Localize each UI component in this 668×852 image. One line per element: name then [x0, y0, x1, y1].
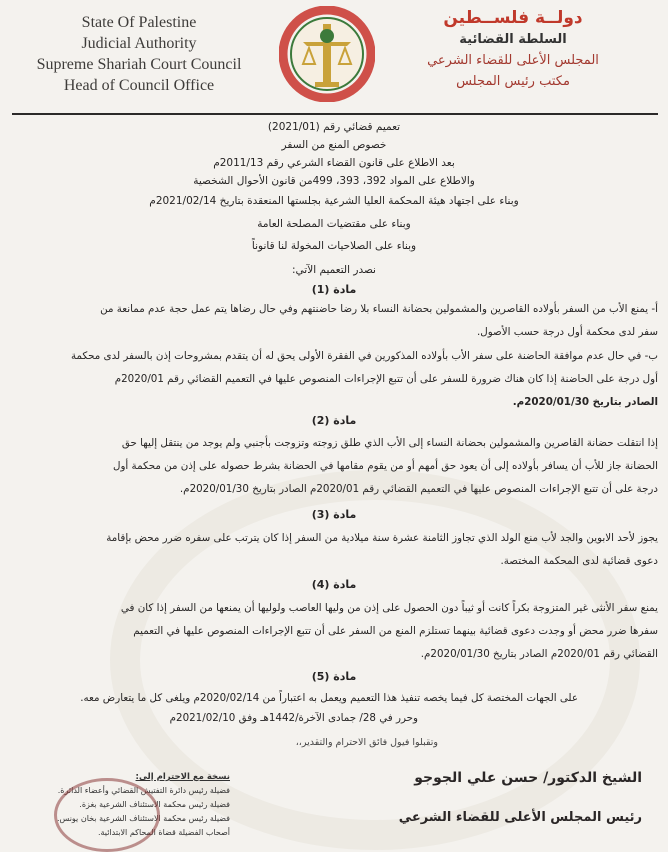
article-3-para [12, 527, 658, 573]
copies-item: فضيلة رئيس محكمة الاستئناف الشرعية بخان يونس. [56, 814, 230, 823]
article-line: على الجهات المختصة كل فيما يخصه تنفيذ هذا التعميم ويعمل به اعتباراً من 2020/02/14م ويلغى كل ما يتعارض معه. [80, 692, 578, 704]
issue-date: وحرر في 28/ جمادى الآخرة/1442هـ وفق 2021/02/10م [169, 712, 418, 724]
article-1-para-b [12, 345, 658, 414]
copies-item: أصحاب الفضيلة قضاة المحاكم الابتدائية. [97, 828, 230, 837]
article-heading: مادة (5) [311, 670, 357, 683]
official-stamp [54, 778, 160, 852]
preamble-line: بعد الاطلاع على قانون القضاء الشرعي رقم 2011/13م [213, 157, 455, 169]
header-ar-line: المجلس الأعلى للقضاء الشرعي [427, 53, 599, 68]
article-heading: مادة (3) [311, 508, 357, 521]
article-line: ب- في حال عدم موافقة الحاضنة على سفر الأب بأولاده المذكورين في الفقرة الأولى يحق له أن يتقدم بمشروحات إذن بالسفر لدى محكمة [70, 350, 658, 362]
header-ar-line: دولــة فلســطين [443, 8, 583, 28]
article-1-para-a [12, 298, 658, 344]
article-line: أول درجة على الحاضنة إذا كان هناك ضرورة للسفر على أن تتبع الإجراءات المنصوص عليها في التعميم القضائي رقم 2020/01م [114, 373, 658, 385]
article-5-para [12, 687, 578, 710]
header-en-line: Judicial Authority [81, 35, 197, 52]
article-line: يمنع سفر الأنثى غير المتزوجة بكراً كانت أو ثيباً دون الحصول على إذن من وليها العاصب ولوليها أن يمنعها من السفر إذا كان في [120, 602, 658, 614]
article-line: أ- يمنع الأب من السفر بأولاده القاصرين والمشمولين بحضانة النساء بلا رضا حاضنتهم وفي حال رضاها يتم عمل حجة عدم ممانعة من [100, 303, 658, 315]
article-line: سفر لدى محكمة أول درجة حسب الأصول. [476, 326, 658, 338]
article-heading: مادة (4) [311, 578, 357, 591]
article-2-para [12, 432, 658, 501]
article-4-para [12, 597, 658, 666]
header-arabic [398, 8, 628, 92]
header-en-line: Head of Council Office [63, 77, 215, 94]
article-line: الصادر بتاريخ 2020/01/30م. [512, 396, 658, 408]
header-ar-line: السلطة القضائية [459, 32, 567, 47]
article-heading: مادة (2) [311, 414, 357, 427]
header-ar-line: مكتب رئيس المجلس [456, 74, 570, 89]
circular-title: تعميم قضائي رقم (2021/01) [267, 121, 401, 133]
article-line: سفرها ضرر محض أو وجدت دعوى قضائية بينهما تستلزم المنع من السفر على أن تتبع الإجراءات المنصوص عليها في التعميم [133, 625, 658, 637]
copies-item: فضيلة رئيس محكمة الاستئناف الشرعية بغزة. [79, 800, 230, 809]
preamble-line: نصدر التعميم الآتي: [292, 264, 376, 276]
article-line: الحضانة جاز للأب أن يسافر بأولاده إلى أن يعود حق أمهم أو من يقوم مقامها في الحضانة بشرط حصوله على إذن من محكمة أول [112, 460, 658, 472]
article-line: يجوز لأحد الابوين والجد لأب منع الولد الذي تجاوز الثامنة عشرة سنة ميلادية من السفر إذا كان يترتب على سفره ضرر محض بإقامة [106, 532, 658, 544]
header-en-line: Supreme Shariah Court Council [36, 56, 242, 73]
article-line: درجة على أن تتبع الإجراءات المنصوص عليها في التعميم القضائي رقم 2020/01م الصادر بتاريخ 2020/01/30م. [179, 483, 658, 495]
closing-regards: وتقبلوا فيول فائق الاحترام والتقدير،، [295, 737, 438, 748]
signatory-title: رئيس المجلس الأعلى للقضاء الشرعي [398, 810, 642, 825]
preamble-line: وبناء على الصلاحيات المخولة لنا قانوناً [251, 240, 417, 252]
preamble-line: والاطلاع على المواد 392، 393، 499من قانون الأحوال الشخصية [193, 175, 475, 187]
header-en-line: State Of Palestine [81, 14, 197, 31]
article-line: دعوى قضائية لدى المحكمة المختصة. [500, 555, 658, 567]
preamble-line: وبناء على مقتضيات المصلحة العامة [257, 218, 411, 230]
article-line: القضائي رقم 2020/01م الصادر بتاريخ 2020/01/30م. [420, 648, 658, 660]
header-divider [12, 113, 658, 115]
copies-item: فضيلة رئيس دائرة التفتيش القضائي وأعضاء الدائرة. [57, 786, 230, 795]
copies-heading: نسخة مع الاحترام إلى: [135, 772, 230, 782]
signatory-name: الشيخ الدكتور/ حسن علي الجوجو [414, 770, 642, 786]
header-english [34, 12, 244, 96]
preamble-line: وبناء على اجتهاد هيئة المحكمة العليا الشرعية بجلستها المنعقدة بتاريخ 2021/02/14م [149, 195, 519, 207]
article-line: إذا انتقلت حضانة القاصرين والمشمولين بحضانة النساء إلى الأب الذي طلق زوجته وتزوجت بأجنبي ولم يوجد من ينتقل إليها حق [121, 437, 658, 449]
article-heading: مادة (1) [311, 283, 357, 296]
circular-subject: خصوص المنع من السفر [281, 139, 387, 151]
palestine-emblem-icon [279, 6, 375, 102]
